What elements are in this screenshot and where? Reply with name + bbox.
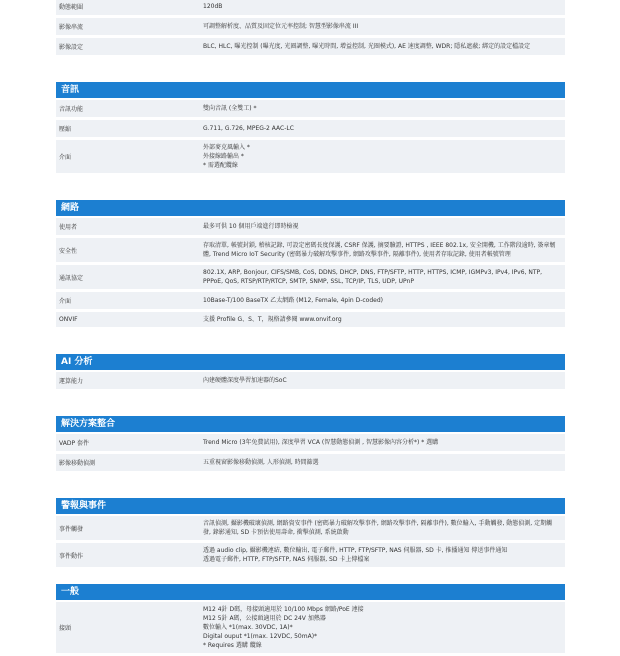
section-audio xyxy=(56,82,565,174)
spec-value: BLC, HLC, 曝光控制 (曝光度, 光圈調整, 曝光時間, 增益控制, 光圈模式), AE 速度調整, WDR; 隱私遮蔽; 綁定的設定檔設定 xyxy=(203,43,531,50)
spec-row xyxy=(56,218,565,236)
spec-value: 存取清單, 帳號封鎖, 稽核記錄, 可設定密碼長度保護, CSRF 保護, 摘要驗證, HTTPS , IEEE 802.1x, 安全開機, 工作階段逾時, 簽章韌體, Trend Micro IoT Security (密碼暴力破解攻擊事件, 網路攻擊事件, 隔離事件), 使用者存取記錄, 使用者帳號管理 xyxy=(203,242,556,258)
spec-row xyxy=(56,602,565,654)
spec-label: ONVIF xyxy=(59,316,78,323)
spec-label: 安全性 xyxy=(59,247,78,255)
spec-row xyxy=(56,238,565,263)
spec-row xyxy=(56,120,565,138)
spec-value: 最多可供 10 個用戶端進行即時檢視 xyxy=(203,223,299,230)
section-header: 一般 xyxy=(56,584,565,600)
spec-label: 音訊功能 xyxy=(59,106,84,113)
spec-value: 10Base-T/100 BaseTX 乙太網路 (M12, Female, 4pin D-coded) xyxy=(203,297,383,304)
spec-row-video-streaming xyxy=(56,18,565,36)
section-solution-integration xyxy=(56,416,565,472)
spec-label: 影像設定 xyxy=(59,44,84,51)
spec-value: 支援 Profile G、S、T，規格請參閱 www.onvif.org xyxy=(203,316,342,323)
section-header: 警報與事件 xyxy=(56,498,565,514)
spec-row xyxy=(56,543,565,568)
spec-row xyxy=(56,265,565,290)
spec-label: 介面 xyxy=(59,298,72,305)
spec-row-image-settings xyxy=(56,38,565,56)
spec-label: 影像移動偵測 xyxy=(59,460,96,467)
section-header: AI 分析 xyxy=(56,354,565,370)
spec-value: G.711, G.726, MPEG-2 AAC-LC xyxy=(203,125,294,132)
spec-value: 透過 audio clip, 攝影機連結, 數位輸出, 電子郵件, HTTP, FTP/SFTP, NAS 伺服器, SD 卡, 推播通知 傳送事件通知 透過電子郵件, HTTP, FTP/SFTP, NAS 伺服器, SD 卡上傳檔案 xyxy=(203,547,508,563)
spec-row xyxy=(56,454,565,472)
spec-sheet xyxy=(56,0,565,656)
spec-value: M12 4針 D碼，母接頭適用於 10/100 Mbps 網路/PoE 連接 M12 5針 A碼，公接頭適用於 DC 24V 加熱器 數位輸入 *1(max. 30VDC, 1A)* Digital ouput *1(max. 12VDC, 50mA)* * Requires 選購 纜線 xyxy=(203,606,364,649)
spec-value: 可調整解析度、品質及固定位元率控制; 智慧型影像串流 III xyxy=(203,23,359,30)
spec-row xyxy=(56,292,565,310)
spec-label: 動態範圍 xyxy=(59,4,84,11)
spec-label: 使用者 xyxy=(59,224,78,231)
section-header: 網路 xyxy=(56,200,565,216)
spec-label: 運算能力 xyxy=(59,378,84,385)
spec-label: 壓縮 xyxy=(59,126,72,133)
spec-label: 接頭 xyxy=(59,625,72,632)
spec-label: 影像串流 xyxy=(59,24,84,31)
section-network xyxy=(56,200,565,328)
spec-label: VADP 套件 xyxy=(59,440,89,447)
spec-row-dynamic-range xyxy=(56,0,565,16)
spec-row xyxy=(56,516,565,541)
spec-label: 事件觸發 xyxy=(59,525,84,533)
section-ai-analytics xyxy=(56,354,565,390)
spec-value: 120dB xyxy=(203,3,223,10)
spec-row xyxy=(56,140,565,174)
spec-row xyxy=(56,100,565,118)
top-rows xyxy=(56,0,565,56)
spec-label: 通訊協定 xyxy=(59,274,84,282)
spec-label: 介面 xyxy=(59,154,72,161)
spec-value: 外部麥克風輸入 * 外接線路輸出 * * 需選配纜線 xyxy=(203,144,250,169)
spec-row xyxy=(56,434,565,452)
spec-value: 內建硬體深度學習加速器的SoC xyxy=(203,377,287,384)
spec-value: 音訊偵測, 攝影機破壞偵測, 網路資安事件 (密碼暴力破解攻擊事件, 網路攻擊事件, 隔離事件), 數位輸入, 手動觸發, 動態偵測, 定期觸發, 錄影通知, SD 卡預估使用壽命, 衝擊偵測, 系統啟動 xyxy=(203,520,553,536)
spec-value: 802.1X, ARP, Bonjour, CIFS/SMB, CoS, DDNS, DHCP, DNS, FTP/SFTP, HTTP, HTTPS, ICMP, IGMPv3, IPv4, IPv6, NTP, PPPoE, QoS, RTSP/RTP/RTCP, SMTP, SNMP, SSL, TCP/IP, TLS, UDP, UPnP xyxy=(203,269,543,285)
spec-value: 雙向音訊 (全雙工) * xyxy=(203,105,257,112)
section-header: 音訊 xyxy=(56,82,565,98)
spec-value: 五重視窗影像移動偵測, 人形偵測, 時間篩選 xyxy=(203,459,319,466)
spec-row xyxy=(56,312,565,328)
section-header: 解決方案整合 xyxy=(56,416,565,432)
spec-value: Trend Micro (3年免費試用), 深度學習 VCA (智慧動態偵測 , 智慧影像內容分析*) * 選購 xyxy=(203,439,439,446)
section-alarm-events xyxy=(56,498,565,568)
spec-row xyxy=(56,372,565,390)
section-general xyxy=(56,584,565,654)
spec-label: 事件動作 xyxy=(59,552,84,560)
